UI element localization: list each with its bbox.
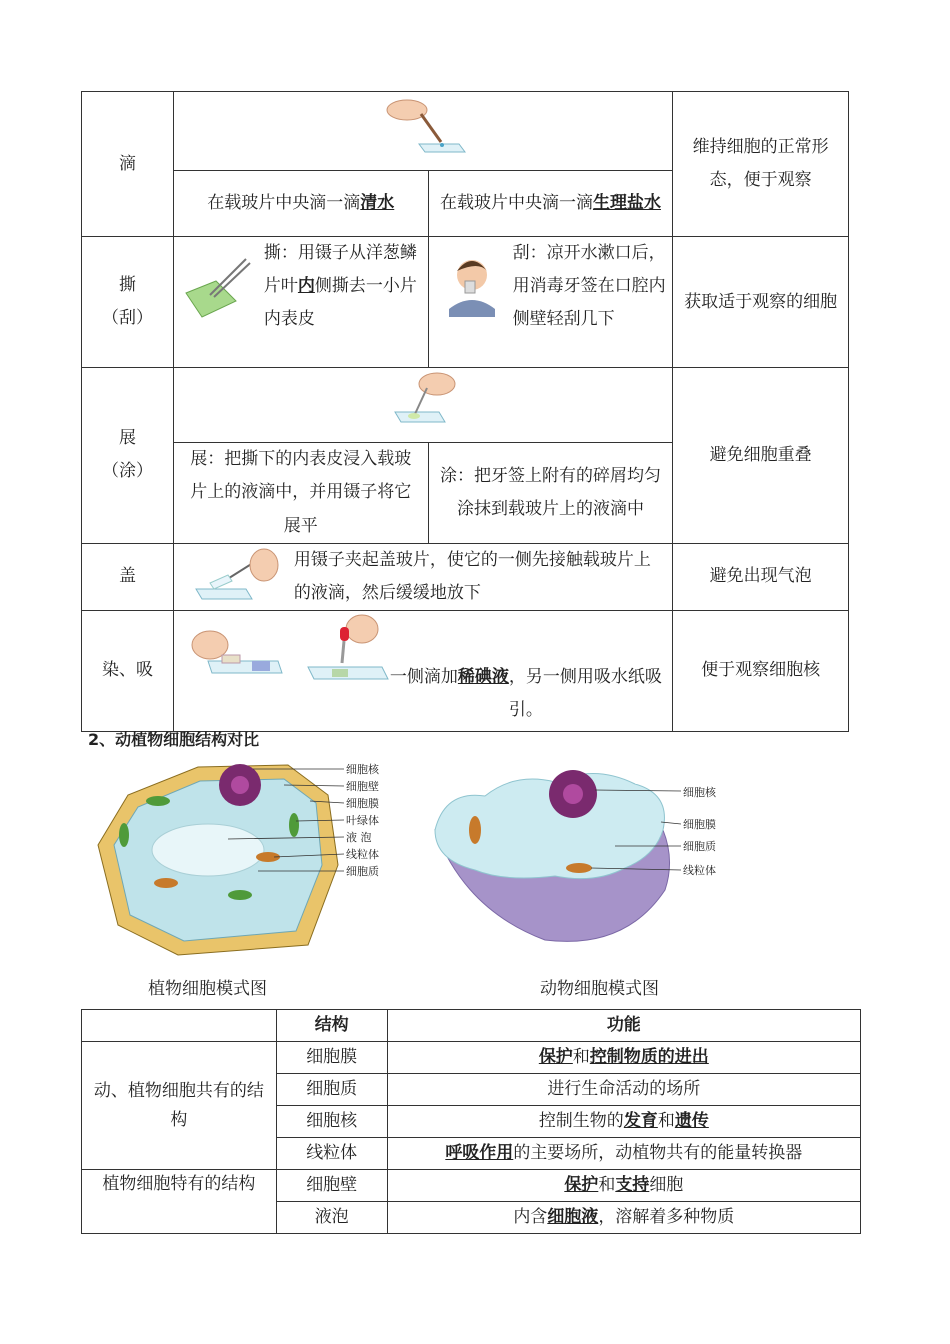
plant-label-cytoplasm: 细胞质 bbox=[346, 865, 379, 878]
dropper-slide-image bbox=[375, 92, 471, 158]
group-common: 动、植物细胞共有的结构 bbox=[82, 1042, 277, 1170]
section-title: 2、动植物细胞结构对比 bbox=[88, 730, 260, 749]
function-cell: 控制生物的发育和遗传 bbox=[387, 1106, 860, 1138]
spread-illustration bbox=[173, 368, 672, 443]
animal-label-mitochondria: 线粒体 bbox=[683, 864, 716, 877]
header-structure: 结构 bbox=[276, 1010, 387, 1042]
animal-caption: 动物细胞模式图 bbox=[540, 979, 659, 999]
drop-plant-text: 在载玻片中央滴一滴清水 bbox=[173, 171, 428, 237]
iodine-dropper-image bbox=[304, 611, 396, 685]
plant-cell-diagram bbox=[88, 755, 398, 965]
plant-label-nucleus: 细胞核 bbox=[346, 763, 379, 776]
step-name-spread: 展 （涂） bbox=[82, 368, 174, 544]
forceps-slide-image bbox=[381, 368, 465, 430]
drop-illustration bbox=[173, 92, 672, 171]
structure-cell: 细胞核 bbox=[276, 1106, 387, 1138]
plant-label-membrane: 细胞膜 bbox=[346, 797, 379, 810]
purpose-stain: 便于观察细胞核 bbox=[673, 610, 849, 731]
structure-cell: 细胞质 bbox=[276, 1074, 387, 1106]
scrape-cell bbox=[428, 237, 673, 368]
step-name-cover: 盖 bbox=[82, 543, 174, 610]
peel-text: 撕：用镊子从洋葱鳞片叶内侧撕去一小片内表皮 bbox=[263, 243, 417, 330]
plant-label-mitochondria: 线粒体 bbox=[346, 848, 379, 861]
plant-label-vacuole: 液 泡 bbox=[346, 831, 372, 844]
animal-label-nucleus: 细胞核 bbox=[683, 786, 716, 799]
structure-cell: 细胞壁 bbox=[276, 1170, 387, 1202]
person-rinse-image bbox=[439, 247, 505, 317]
structure-cell: 液泡 bbox=[276, 1202, 387, 1234]
function-cell: 内含细胞液，溶解着多种物质 bbox=[387, 1202, 860, 1234]
function-cell: 进行生命活动的场所 bbox=[387, 1074, 860, 1106]
purpose-drop: 维持细胞的正常形态，便于观察 bbox=[673, 92, 849, 237]
drop-animal-text: 在载玻片中央滴一滴生理盐水 bbox=[428, 171, 673, 237]
animal-cell-diagram bbox=[425, 760, 745, 950]
cover-text: 用镊子夹起盖玻片，使它的一侧先接触载玻片上的液滴，然后缓缓地放下 bbox=[293, 549, 651, 603]
function-cell: 保护和支持细胞 bbox=[387, 1170, 860, 1202]
smear-text: 涂：把牙签上附有的碎屑均匀涂抹到载玻片上的液滴中 bbox=[428, 443, 673, 543]
header-empty bbox=[82, 1010, 277, 1042]
plant-caption: 植物细胞模式图 bbox=[148, 979, 267, 999]
comparison-table bbox=[81, 1009, 861, 1234]
absorb-paper-image bbox=[188, 621, 284, 685]
plant-label-wall: 细胞壁 bbox=[346, 780, 379, 793]
purpose-peel: 获取适于观察的细胞 bbox=[673, 237, 849, 368]
structure-cell: 细胞膜 bbox=[276, 1042, 387, 1074]
function-cell: 保护和控制物质的进出 bbox=[387, 1042, 860, 1074]
spread-text: 展：把撕下的内表皮浸入载玻片上的液滴中，并用镊子将它展平 bbox=[173, 443, 428, 543]
cover-cell bbox=[173, 543, 672, 610]
group-plant: 植物细胞特有的结构 bbox=[82, 1170, 277, 1234]
animal-label-membrane: 细胞膜 bbox=[683, 818, 716, 831]
function-cell: 呼吸作用的主要场所，动植物共有的能量转换器 bbox=[387, 1138, 860, 1170]
procedure-table bbox=[81, 91, 849, 732]
plant-label-chloroplast: 叶绿体 bbox=[346, 814, 379, 827]
purpose-spread: 避免细胞重叠 bbox=[673, 368, 849, 544]
stain-cell bbox=[173, 610, 672, 731]
header-function: 功能 bbox=[387, 1010, 860, 1042]
step-name-drop: 滴 bbox=[82, 92, 174, 237]
stain-area bbox=[174, 611, 672, 731]
step-name-stain: 染、吸 bbox=[82, 610, 174, 731]
structure-cell: 线粒体 bbox=[276, 1138, 387, 1170]
stain-text: 一侧滴加稀碘液，另一侧用吸水纸吸引。 bbox=[389, 666, 662, 721]
step-name-peel: 撕 （刮） bbox=[82, 237, 174, 368]
purpose-cover: 避免出现气泡 bbox=[673, 543, 849, 610]
scrape-text: 刮：凉开水漱口后，用消毒牙签在口腔内侧壁轻刮几下 bbox=[429, 237, 673, 336]
animal-label-cytoplasm: 细胞质 bbox=[683, 840, 716, 853]
cover-slip-image bbox=[192, 547, 284, 607]
peel-cell bbox=[173, 237, 428, 368]
onion-peel-image bbox=[180, 251, 256, 321]
